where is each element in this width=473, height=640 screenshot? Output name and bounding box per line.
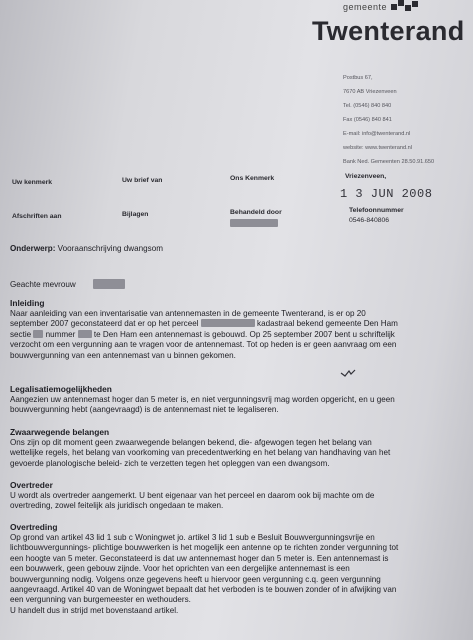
text-line: Aangezien uw antennemast hoger dan 5 meter is, en niet vergunningsvrij mag worden opgericht, en u geen bbox=[10, 395, 395, 404]
text-line: Naar aanleiding van een inventarisatie van antennemasten in de gemeente Twenterand, is er op 20 bbox=[10, 309, 366, 318]
subject-text: Vooraanschrijving dwangsom bbox=[57, 244, 163, 253]
text-line: lichtbouwvergunnings- plichtige bouwwerken is het mogelijk een antenne op te richten zonder vergunning tot bbox=[10, 543, 399, 553]
bijlagen-label: Bijlagen bbox=[122, 211, 149, 218]
address-line: Tel. (0546) 840 840 bbox=[343, 103, 392, 109]
text-line: wettelijke regels, het belang van voorkoming van precedentwerking en het belang van handhaving van het bbox=[10, 448, 391, 458]
text-line: verzocht om een vergunning aan te vragen voor de antennemast. Tot op heden is er geen aanvraag om een bbox=[10, 340, 397, 350]
address-line: Bank Ned. Gemeenten 28.50.91.650 bbox=[343, 159, 435, 165]
date-stamp: 1 3 JUN 2008 bbox=[340, 187, 433, 201]
text-line: Ons zijn op dit moment geen zwaarwegende belangen bekend, die- afgewogen tegen het belang van bbox=[10, 438, 372, 447]
section-title-overtreding: Overtreding bbox=[10, 522, 58, 532]
address-line: Postbus 67, bbox=[343, 75, 373, 81]
telefoon-label: Telefoonnummer bbox=[349, 207, 404, 214]
address-line: website: www.twenterand.nl bbox=[343, 145, 413, 151]
redacted-name bbox=[230, 219, 278, 227]
check-mark-icon bbox=[340, 368, 356, 378]
text-line: een hoogte van 5 meter. Geconstateerd is dat uw antennemast hoger dan 5 meter is. Een antennemast is bbox=[10, 553, 389, 563]
logo-prefix: gemeente bbox=[343, 2, 388, 12]
greeting-text: Geachte mevrouw bbox=[10, 280, 76, 289]
section-body-legalisatie bbox=[10, 395, 468, 416]
address-line: 7670 AB Vriezenveen bbox=[343, 89, 397, 95]
address-line: E-mail: info@twenterand.nl bbox=[343, 131, 411, 137]
behandeld-label: Behandeld door bbox=[230, 209, 282, 216]
text-line: gevoerde planologische beleid- zich te verzetten tegen het opleggen van een dwangsom. bbox=[10, 458, 330, 468]
subject-label: Onderwerp: bbox=[10, 244, 56, 253]
text-line: U handelt dus in strijd met bovenstaand artikel. bbox=[10, 605, 179, 615]
text-line: U wordt als overtreder aangemerkt. U bent eigenaar van het perceel en daarom ook bij machte om de bbox=[10, 491, 375, 500]
text-line: sectie nummer te Den Ham een antennemast is gebouwd. Op 25 september 2007 bent u schriftelijk bbox=[10, 329, 395, 339]
section-body-overtreder bbox=[10, 491, 468, 512]
address-line: Fax (0546) 840 841 bbox=[343, 117, 392, 123]
text-line: bouwvergunning van een antennemast van u binnen gekomen. bbox=[10, 350, 236, 360]
text-line: een vergunning van burgemeester en wethouders. bbox=[10, 595, 191, 605]
section-title-overtreder: Overtreder bbox=[10, 480, 53, 490]
text-line: overtreding, zowel feitelijk als juridisch ongedaan te maken. bbox=[10, 501, 224, 511]
ons-kenmerk-label: Ons Kenmerk bbox=[230, 175, 275, 182]
uw-kenmerk-label: Uw kenmerk bbox=[12, 179, 53, 186]
text-line: bouwvergunning hebt (aangevraagd) is de antennemast niet te legaliseren. bbox=[10, 405, 279, 415]
redacted-name bbox=[93, 279, 125, 289]
greeting bbox=[10, 280, 468, 290]
telefoon-value: 0546-840806 bbox=[349, 217, 390, 224]
uw-brief-label: Uw brief van bbox=[122, 177, 163, 184]
place-label: Vriezenveen, bbox=[345, 173, 387, 180]
section-body-belangen bbox=[10, 438, 468, 469]
section-title-legalisatie: Legalisatiemogelijkheden bbox=[10, 384, 112, 394]
text-line: september 2007 geconstateerd dat er op het perceel kadastraal bekend gemeente Den Ham bbox=[10, 319, 398, 329]
afschriften-label: Afschriften aan bbox=[12, 213, 62, 220]
logo-name: Twenterand bbox=[312, 16, 465, 46]
section-body-overtreding bbox=[10, 533, 468, 616]
section-title-belangen: Zwaarwegende belangen bbox=[10, 427, 110, 437]
text-line: bouwvergunning nodig. Volgens onze gegevens heeft u hiervoor geen vergunning c.q. geen vergunning bbox=[10, 574, 381, 584]
logo-mark-icon bbox=[391, 0, 421, 14]
section-body-inleiding bbox=[10, 309, 468, 361]
section-title-inleiding: Inleiding bbox=[10, 298, 45, 308]
subject-line bbox=[10, 244, 468, 254]
text-line: een bouwwerk, geen gebouw zijnde. Voor het oprichten van een dergelijke antennemast is een bbox=[10, 564, 350, 574]
text-line: aangevraagd. Artikel 40 van de Woningwet bepaalt dat het verboden is te bouwen zonder of in afwijking van bbox=[10, 585, 397, 595]
text-line: Op grond van artikel 43 lid 1 sub c Woningwet jo. artikel 3 lid 1 sub e Besluit Bouwvergunningsvrije en bbox=[10, 533, 375, 542]
